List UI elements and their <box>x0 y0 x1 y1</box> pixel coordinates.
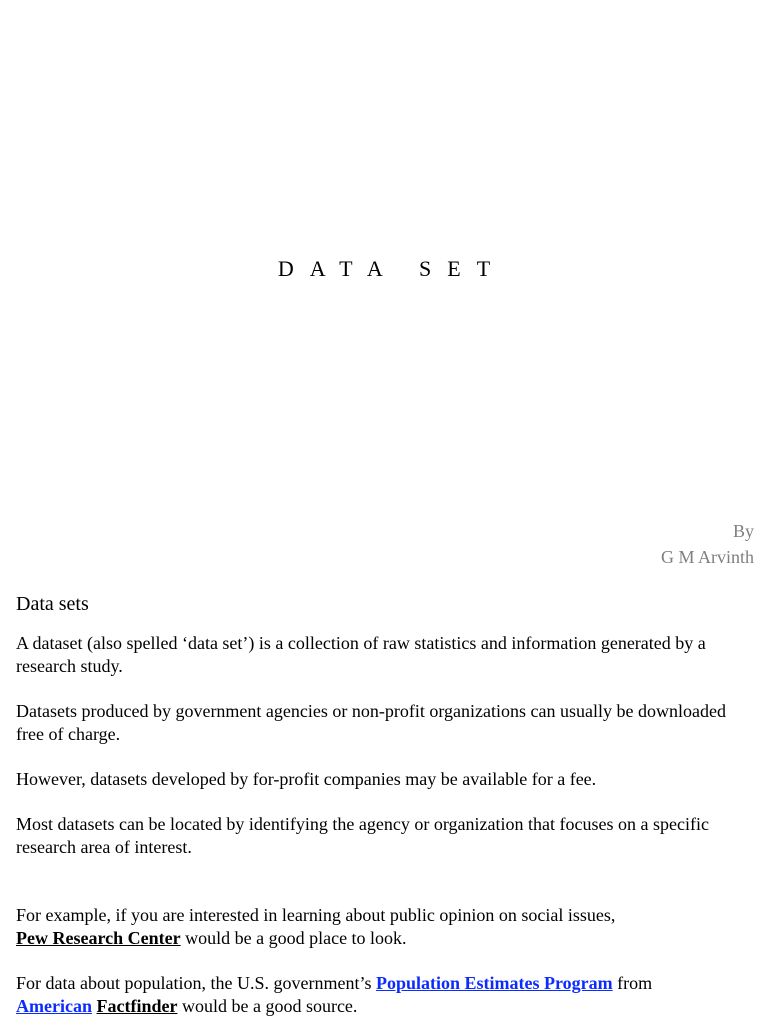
factfinder-link[interactable]: Factfinder <box>96 996 178 1016</box>
example-text-before: For example, if you are interested in learning about public opinion on social issues, <box>16 905 616 925</box>
population-text-mid: from <box>612 973 653 993</box>
paragraph-public-opinion-example <box>16 904 754 950</box>
section-heading: Data sets <box>16 593 89 615</box>
paragraph-government-datasets: Datasets produced by government agencies or non-profit organizations can usually be downloaded free of charge. <box>16 701 726 744</box>
population-text-before: For data about population, the U.S. government’s <box>16 973 376 993</box>
population-text-after: would be a good source. <box>177 996 358 1016</box>
byline-author: G M Arvinth <box>660 547 754 567</box>
byline <box>661 518 754 570</box>
paragraph-definition: A dataset (also spelled ‘data set’) is a collection of raw statistics and information generated by a research study. <box>16 633 706 676</box>
population-estimates-program-link[interactable]: Population Estimates Program <box>375 973 613 993</box>
document-title: DATA SET <box>277 256 507 281</box>
paragraph-for-profit-datasets: However, datasets developed by for-profit companies may be available for a fee. <box>16 769 597 789</box>
paragraph-locating-datasets: Most datasets can be located by identifying the agency or organization that focuses on a specific research area of interest. <box>16 814 709 857</box>
document-body <box>16 590 754 1024</box>
byline-by: By <box>732 521 754 541</box>
pew-research-center-link[interactable]: Pew Research Center <box>16 928 181 948</box>
paragraph-population-example <box>16 972 754 1018</box>
example-text-after: would be a good place to look. <box>180 928 407 948</box>
american-link[interactable]: American <box>16 996 92 1016</box>
